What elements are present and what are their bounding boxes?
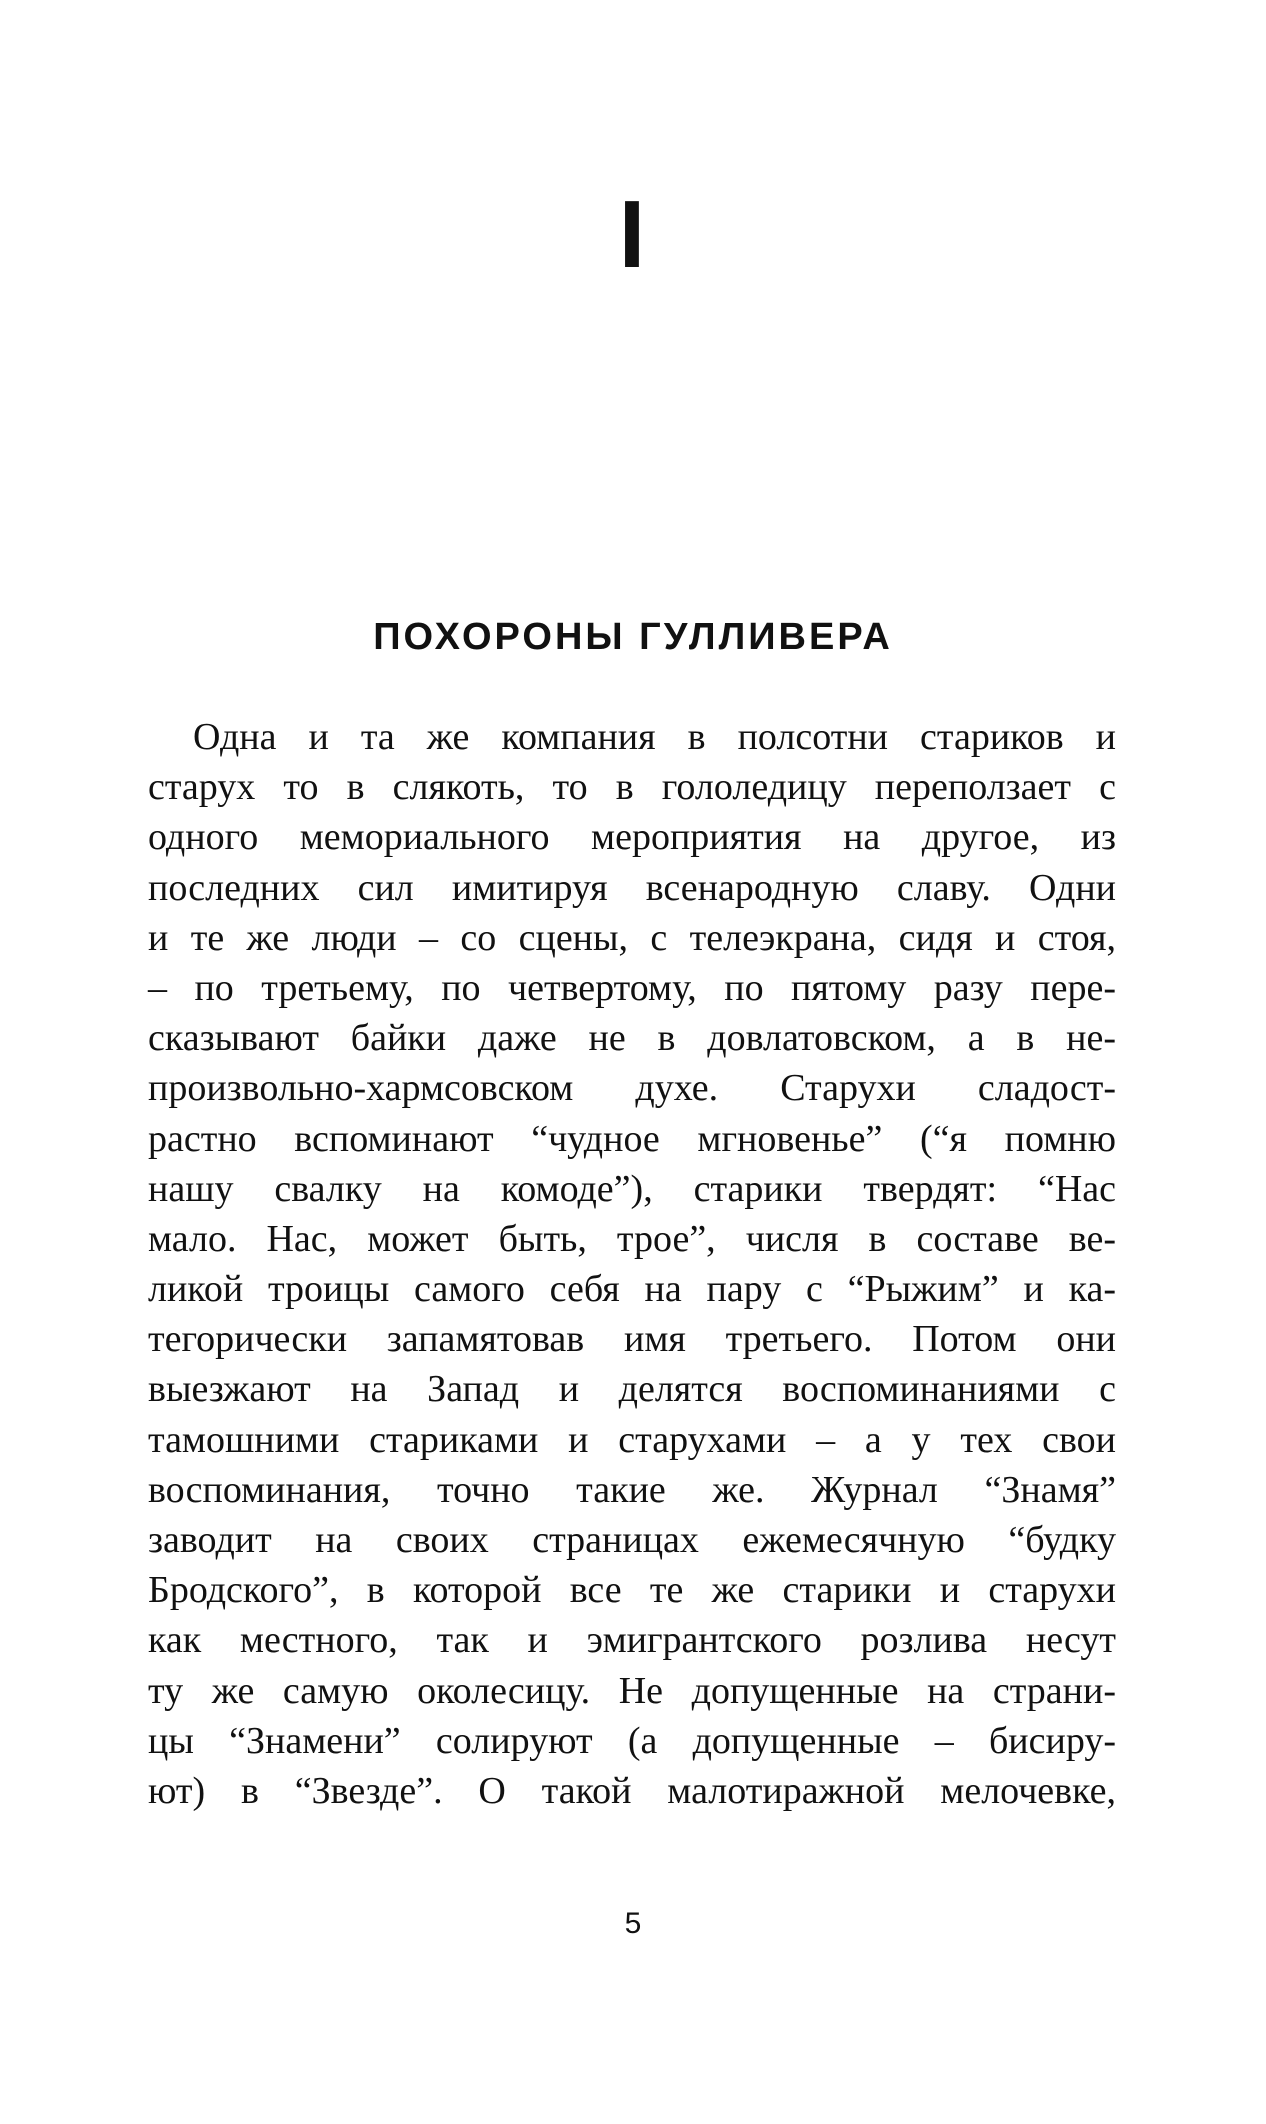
chapter-title: ПОХОРОНЫ ГУЛЛИВЕРА — [373, 616, 893, 658]
text-line: последних сил имитируя всенародную славу. Одни — [148, 866, 1116, 909]
text-line: как местного, так и эмигрантского розлива несут — [148, 1619, 1116, 1662]
text-line: ют) в “Звезде”. О такой малотиражной мелочевке, — [148, 1769, 1116, 1812]
text-line: тегорически запамятовав имя третьего. Потом они — [148, 1318, 1116, 1361]
text-line: произвольно-хармсовском духе. Старухи сладост- — [148, 1067, 1116, 1110]
text-line: – по третьему, по четвертому, по пятому разу пере- — [148, 966, 1116, 1009]
text-line: заводит на своих страницах ежемесячную “будку — [148, 1519, 1116, 1561]
text-line: тамошними стариками и старухами – а у тех свои — [148, 1418, 1116, 1461]
text-line: мало. Нас, может быть, трое”, числя в составе ве- — [148, 1217, 1116, 1260]
text-line: старух то в слякоть, то в гололедицу переползает с — [148, 766, 1116, 809]
text-line: одного мемориального мероприятия на другое, из — [148, 816, 1116, 859]
text-line: Бродского”, в которой все те же старики и старухи — [148, 1569, 1116, 1612]
page-number: 5 — [624, 1907, 642, 1940]
body-text — [148, 712, 1116, 1816]
text-line: выезжают на Запад и делятся воспоминаниями с — [148, 1368, 1116, 1411]
text-line: цы “Знамени” солируют (а допущенные – бисиру- — [148, 1719, 1116, 1762]
text-line: нашу свалку на комоде”), старики твердят: “Нас — [148, 1167, 1116, 1210]
text-line: сказывают байки даже не в довлатовском, а в не- — [148, 1017, 1116, 1060]
text-line: воспоминания, точно такие же. Журнал “Знамя” — [148, 1468, 1116, 1511]
text-line: ту же самую околесицу. Не допущенные на страни- — [148, 1669, 1116, 1712]
part-number: I — [618, 181, 648, 288]
text-line: растно вспоминают “чудное мгновенье” (“я помню — [148, 1117, 1116, 1160]
text-line: и те же люди – со сцены, с телеэкрана, сидя и стоя, — [148, 916, 1116, 959]
text-line: ликой троицы самого себя на пару с “Рыжим” и ка- — [148, 1268, 1116, 1311]
text-line: Одна и та же компания в полсотни стариков и — [193, 716, 1116, 758]
